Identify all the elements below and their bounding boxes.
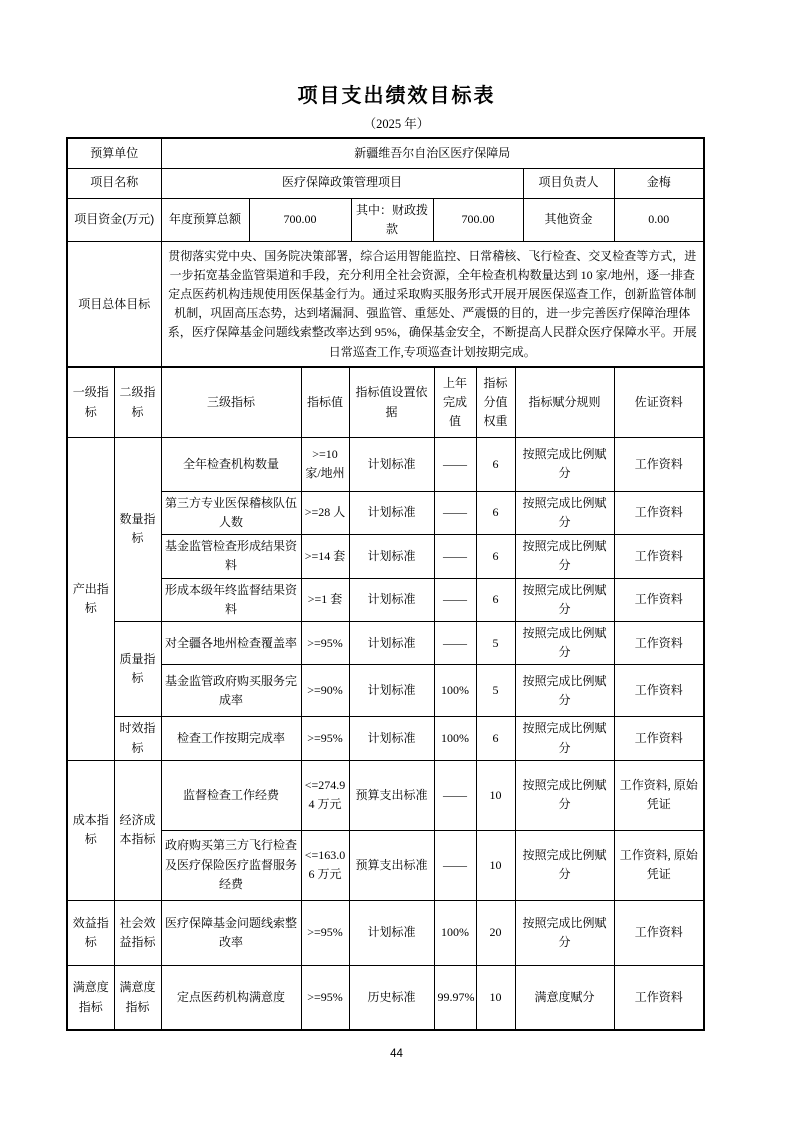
col-header-name: 三级指标 — [161, 367, 301, 437]
indicator-name: 检查工作按期完成率 — [161, 717, 301, 760]
value-basis: 计划标准 — [349, 535, 434, 578]
indicator-name: 对全疆各地州检查覆盖率 — [161, 622, 301, 665]
indicator-name: 政府购买第三方飞行检查及医疗保险医疗监督服务经费 — [161, 830, 301, 900]
col-header-prev: 上年完成值 — [434, 367, 476, 437]
indicator-name: 监督检查工作经费 — [161, 760, 301, 830]
level1-cell: 效益指标 — [67, 900, 114, 965]
weight: 6 — [476, 491, 515, 534]
indicators-table — [66, 366, 705, 1031]
project-leader-value: 金梅 — [614, 168, 704, 198]
indicator-value: >=95% — [301, 622, 349, 665]
overall-goal-label: 项目总体目标 — [67, 241, 161, 367]
indicator-name: 定点医药机构满意度 — [161, 965, 301, 1030]
level2-cell: 经济成本指标 — [114, 760, 161, 900]
scoring-rule: 按照完成比例赋分 — [515, 622, 614, 665]
indicator-name: 基金监管检查形成结果资料 — [161, 535, 301, 578]
table-row — [67, 900, 704, 965]
weight: 5 — [476, 622, 515, 665]
weight: 10 — [476, 965, 515, 1030]
scoring-rule: 按照完成比例赋分 — [515, 491, 614, 534]
table-row — [67, 437, 704, 491]
level1-cell: 产出指标 — [67, 437, 114, 760]
value-basis: 计划标准 — [349, 717, 434, 760]
table-row — [67, 622, 704, 665]
table-row — [67, 760, 704, 830]
budget-unit-label: 预算单位 — [67, 138, 161, 168]
project-leader-label: 项目负责人 — [523, 168, 614, 198]
project-info-table — [66, 137, 705, 368]
indicator-name: 形成本级年终监督结果资料 — [161, 578, 301, 621]
evidence: 工作资料 — [614, 965, 704, 1030]
indicator-value: >=90% — [301, 665, 349, 717]
level1-cell: 成本指标 — [67, 760, 114, 900]
level2-cell: 社会效益指标 — [114, 900, 161, 965]
col-header-basis: 指标值设置依据 — [349, 367, 434, 437]
prev-year-value: —— — [434, 622, 476, 665]
overall-goal-text: 贯彻落实党中央、国务院决策部署，综合运用智能监控、日常稽核、飞行检查、交叉检查等方式，进一步拓宽基金监管渠道和手段，充分利用全社会资源，全年检查机构数量达到 10 家/地州，逐一排查定点医药机构违规使用医保基金行为。通过采取购买服务形式开展开展医保巡查工作，创新监管体制机制，巩固高压态势，达到堵漏洞、强监管、重惩处、严震慑的目的，进一步完善医疗保障治理体系，医疗保障基金问题线索整改率达到 95%，确保基金安全，不断提高人民群众医疗保障水平。开展日常巡查工作,专项巡查计划按期完成。 — [161, 241, 704, 367]
value-basis: 计划标准 — [349, 622, 434, 665]
col-header-level2: 二级指标 — [114, 367, 161, 437]
evidence: 工作资料, 原始凭证 — [614, 830, 704, 900]
scoring-rule: 按照完成比例赋分 — [515, 535, 614, 578]
page-subtitle: （2025 年） — [363, 117, 430, 131]
prev-year-value: 100% — [434, 717, 476, 760]
indicator-value: >=95% — [301, 965, 349, 1030]
table-row — [67, 665, 704, 717]
indicator-value: >=28 人 — [301, 491, 349, 534]
project-name-label: 项目名称 — [67, 168, 161, 198]
col-header-level1: 一级指标 — [67, 367, 114, 437]
indicator-value: >=95% — [301, 900, 349, 965]
prev-year-value: —— — [434, 578, 476, 621]
weight: 6 — [476, 578, 515, 621]
table-row — [67, 578, 704, 621]
prev-year-value: 100% — [434, 665, 476, 717]
indicator-value: >=14 套 — [301, 535, 349, 578]
page-number: 44 — [390, 1048, 403, 1060]
scoring-rule: 按照完成比例赋分 — [515, 900, 614, 965]
value-basis: 预算支出标准 — [349, 760, 434, 830]
evidence: 工作资料 — [614, 900, 704, 965]
indicator-name: 全年检查机构数量 — [161, 437, 301, 491]
col-header-rule: 指标赋分规则 — [515, 367, 614, 437]
indicator-value: >=95% — [301, 717, 349, 760]
level2-cell: 时效指标 — [114, 717, 161, 760]
value-basis: 计划标准 — [349, 437, 434, 491]
value-basis: 计划标准 — [349, 578, 434, 621]
project-name-value: 医疗保障政策管理项目 — [161, 168, 523, 198]
prev-year-value: 99.97% — [434, 965, 476, 1030]
value-basis: 预算支出标准 — [349, 830, 434, 900]
annual-budget-value: 700.00 — [249, 198, 351, 241]
evidence: 工作资料 — [614, 535, 704, 578]
other-funds-label: 其他资金 — [523, 198, 614, 241]
value-basis: 计划标准 — [349, 665, 434, 717]
evidence: 工作资料 — [614, 578, 704, 621]
indicator-value: <=163.06 万元 — [301, 830, 349, 900]
scoring-rule: 按照完成比例赋分 — [515, 578, 614, 621]
level1-cell: 满意度指标 — [67, 965, 114, 1030]
prev-year-value: —— — [434, 437, 476, 491]
evidence: 工作资料, 原始凭证 — [614, 760, 704, 830]
table-row — [67, 535, 704, 578]
page-title: 项目支出绩效目标表 — [297, 85, 496, 107]
tables-container — [66, 137, 703, 1031]
evidence: 工作资料 — [614, 622, 704, 665]
weight: 10 — [476, 830, 515, 900]
weight: 6 — [476, 437, 515, 491]
budget-unit-value: 新疆维吾尔自治区医疗保障局 — [161, 138, 704, 168]
scoring-rule: 按照完成比例赋分 — [515, 717, 614, 760]
indicators-header-row — [67, 367, 704, 437]
col-header-weight: 指标分值权重 — [476, 367, 515, 437]
level2-cell: 满意度指标 — [114, 965, 161, 1030]
annual-budget-label: 年度预算总额 — [161, 198, 249, 241]
evidence: 工作资料 — [614, 491, 704, 534]
indicator-name: 基金监管政府购买服务完成率 — [161, 665, 301, 717]
value-basis: 历史标准 — [349, 965, 434, 1030]
weight: 6 — [476, 535, 515, 578]
col-header-evidence: 佐证资料 — [614, 367, 704, 437]
weight: 6 — [476, 717, 515, 760]
value-basis: 计划标准 — [349, 491, 434, 534]
weight: 20 — [476, 900, 515, 965]
value-basis: 计划标准 — [349, 900, 434, 965]
prev-year-value: —— — [434, 535, 476, 578]
indicator-name: 第三方专业医保稽核队伍人数 — [161, 491, 301, 534]
weight: 10 — [476, 760, 515, 830]
other-funds-value: 0.00 — [614, 198, 704, 241]
fiscal-allocation-value: 700.00 — [433, 198, 523, 241]
project-funds-label: 项目资金(万元) — [67, 198, 161, 241]
scoring-rule: 满意度赋分 — [515, 965, 614, 1030]
indicator-value: >=1 套 — [301, 578, 349, 621]
scoring-rule: 按照完成比例赋分 — [515, 830, 614, 900]
fiscal-allocation-label: 其中：财政拨款 — [351, 198, 433, 241]
evidence: 工作资料 — [614, 717, 704, 760]
scoring-rule: 按照完成比例赋分 — [515, 437, 614, 491]
prev-year-value: —— — [434, 760, 476, 830]
table-row — [67, 717, 704, 760]
prev-year-value: —— — [434, 491, 476, 534]
indicator-name: 医疗保障基金问题线索整改率 — [161, 900, 301, 965]
level2-cell: 数量指标 — [114, 437, 161, 621]
indicator-value: >=10 家/地州 — [301, 437, 349, 491]
table-row — [67, 965, 704, 1030]
table-row — [67, 830, 704, 900]
indicator-value: <=274.94 万元 — [301, 760, 349, 830]
weight: 5 — [476, 665, 515, 717]
scoring-rule: 按照完成比例赋分 — [515, 665, 614, 717]
scoring-rule: 按照完成比例赋分 — [515, 760, 614, 830]
table-row — [67, 491, 704, 534]
col-header-value: 指标值 — [301, 367, 349, 437]
level2-cell: 质量指标 — [114, 622, 161, 717]
prev-year-value: —— — [434, 830, 476, 900]
prev-year-value: 100% — [434, 900, 476, 965]
evidence: 工作资料 — [614, 665, 704, 717]
evidence: 工作资料 — [614, 437, 704, 491]
